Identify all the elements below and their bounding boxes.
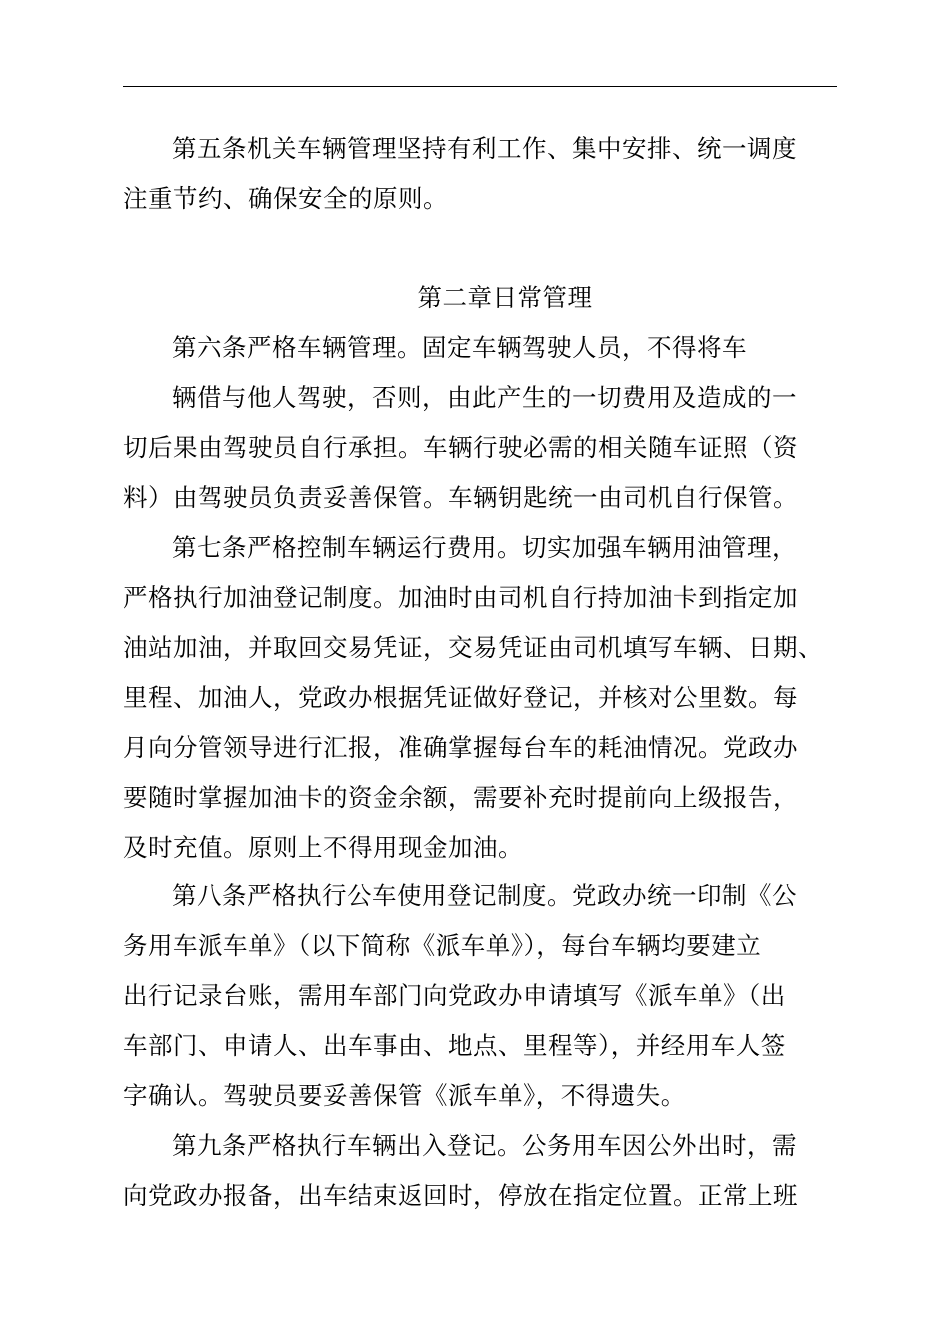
- article-9-line-1: 第九条严格执行车辆出入登记。公务用车因公外出时，需: [172, 1131, 797, 1160]
- article-8-line-2: 务用车派车单》（以下简称《派车单》），每台车辆均要建立: [123, 931, 762, 960]
- article-7-line-3: 油站加油，并取回交易凭证，交易凭证由司机填写车辆、日期、: [123, 633, 823, 662]
- article-5-line-2: 注重节约、确保安全的原则。: [123, 184, 448, 213]
- article-8-line-4: 车部门、申请人、出车事由、地点、里程等），并经用车人签: [123, 1031, 786, 1060]
- article-6-line-2: 辆借与他人驾驶，否则，由此产生的一切费用及造成的一: [172, 383, 797, 412]
- article-5-line-1: 第五条机关车辆管理坚持有利工作、集中安排、统一调度: [172, 134, 797, 163]
- article-7-line-1: 第七条严格控制车辆运行费用。切实加强车辆用油管理，: [172, 533, 797, 562]
- article-6-line-1: 第六条严格车辆管理。固定车辆驾驶人员，不得将车: [172, 333, 747, 362]
- article-8-line-5: 字确认。驾驶员要妥善保管《派车单》，不得遗失。: [123, 1081, 686, 1110]
- article-7-line-6: 要随时掌握加油卡的资金余额，需要补充时提前向上级报告，: [123, 783, 798, 812]
- article-8-line-3: 出行记录台账，需用车部门向党政办申请填写《派车单》（出: [123, 981, 786, 1010]
- article-6-line-4: 料）由驾驶员负责妥善保管。车辆钥匙统一由司机自行保管。: [123, 483, 798, 512]
- header-rule: [123, 86, 837, 87]
- article-7-line-5: 月向分管领导进行汇报，准确掌握每台车的耗油情况。党政办: [123, 733, 798, 762]
- article-9-line-2: 向党政办报备，出车结束返回时，停放在指定位置。正常上班: [123, 1181, 798, 1210]
- article-6-line-3: 切后果由驾驶员自行承担。车辆行驶必需的相关随车证照（资: [123, 433, 798, 462]
- article-7-line-2: 严格执行加油登记制度。加油时由司机自行持加油卡到指定加: [123, 583, 798, 612]
- article-8-line-1: 第八条严格执行公车使用登记制度。党政办统一印制《公: [172, 881, 797, 910]
- article-7-line-7: 及时充值。原则上不得用现金加油。: [123, 833, 523, 862]
- chapter-heading: 第二章日常管理: [417, 283, 593, 312]
- article-7-line-4: 里程、加油人，党政办根据凭证做好登记，并核对公里数。每: [123, 683, 798, 712]
